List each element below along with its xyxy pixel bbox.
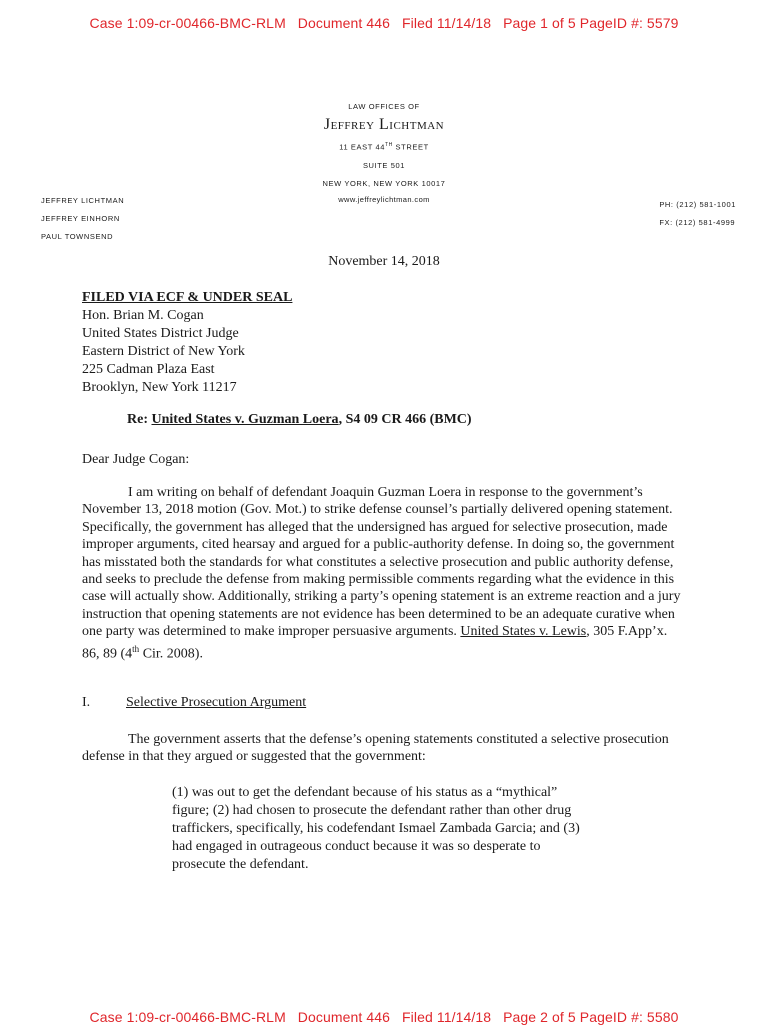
re-line: [127, 412, 472, 428]
case-header-stamp: Case 1:09-cr-00466-BMC-RLM Document 446 Filed 11/14/18 Page 1 of 5 PageID #: 5579: [89, 15, 679, 31]
street-name: STREET: [392, 142, 429, 152]
fax-number: FX: (212) 581-4999: [659, 218, 736, 227]
street-ordinal: TH: [385, 142, 393, 148]
case-name: United States v. Guzman Loera: [151, 412, 339, 427]
section-number: I.: [82, 695, 91, 710]
addressee-line: Hon. Brian M. Cogan: [82, 308, 204, 323]
section-heading: [82, 695, 306, 711]
partner-name: JEFFREY EINHORN: [41, 214, 120, 223]
phone-number: PH: (212) 581-1001: [659, 200, 736, 209]
case-number: , S4 09 CR 466 (BMC): [338, 412, 472, 427]
partner-name: PAUL TOWNSEND: [41, 232, 114, 241]
block-quote: (1) was out to get the defendant because of his status as a “mythical” figure; (2) had chosen to prosecute the defendant rather than other drug traffickers, specifically, his codefendant Ismael Zambada Garcia; and (3) had engaged in outrageous conduct because it was so desperate to prosecute the defendant.: [172, 785, 580, 872]
paragraph-text: The government asserts that the defense’s opening statements constituted a selective prosecution defense in that they argued or suggested that the government:: [82, 732, 669, 765]
street-number: 11 EAST 44: [339, 142, 385, 152]
city-line: NEW YORK, NEW YORK 10017: [322, 178, 446, 188]
re-prefix: Re:: [127, 412, 152, 427]
case-footer-stamp: Case 1:09-cr-00466-BMC-RLM Document 446 Filed 11/14/18 Page 2 of 5 PageID #: 5580: [89, 1009, 679, 1025]
addressee-line: Brooklyn, New York 11217: [82, 380, 237, 395]
paragraph-text: I am writing on behalf of defendant Joaquin Guzman Loera in response to the government’s November 13, 2018 motion (Gov. Mot.) to strike defense counsel’s partially delivered opening statement. Specifically, the government has alleged that the undersigned has argued for selective prosecution, made improper arguments, cited hearsay and argued for a public-authority defense. In doing so, the government has misstated both the standards for what constitutes a selective prosecution and public authority defense, and seeks to preclude the defense from making permissible comments regarding what the evidence in this case will actually show. Additionally, striking a party’s opening statement is an extreme reaction and a jury instruction that opening statements are not evidence has been determined to be an adequate curative when one party was determined to make improper persuasive arguments.: [82, 485, 681, 640]
citation-case: United States v. Lewis: [460, 624, 587, 640]
law-offices-label: LAW OFFICES OF: [348, 102, 420, 111]
addressee-line: Eastern District of New York: [82, 344, 245, 359]
citation-court: Cir. 2008).: [139, 646, 203, 662]
salutation: Dear Judge Cogan:: [82, 452, 190, 467]
suite: SUITE 501: [362, 160, 406, 170]
letter-date: November 14, 2018: [328, 254, 440, 269]
partner-list: [41, 192, 124, 246]
partner-name: JEFFREY LICHTMAN: [41, 196, 125, 205]
section-title: Selective Prosecution Argument: [126, 695, 307, 710]
letterhead: [0, 98, 768, 207]
filing-notice: FILED VIA ECF & UNDER SEAL: [82, 290, 293, 305]
street-address: [0, 136, 768, 157]
website-link[interactable]: www.jeffreylichtman.com: [338, 194, 430, 204]
addressee-line: United States District Judge: [82, 326, 239, 341]
paragraph-opening: [82, 484, 688, 663]
firm-name: Jeffrey Lichtman: [323, 116, 445, 133]
citation-ordinal: th: [132, 643, 140, 654]
paragraph-selective-prosecution: [82, 731, 688, 766]
contact-numbers: [659, 196, 736, 232]
addressee-line: 225 Cadman Plaza East: [82, 362, 215, 377]
addressee-block: [82, 289, 292, 397]
citation-reporter: , 305 F.App’x. 86, 89 (4: [82, 624, 668, 662]
